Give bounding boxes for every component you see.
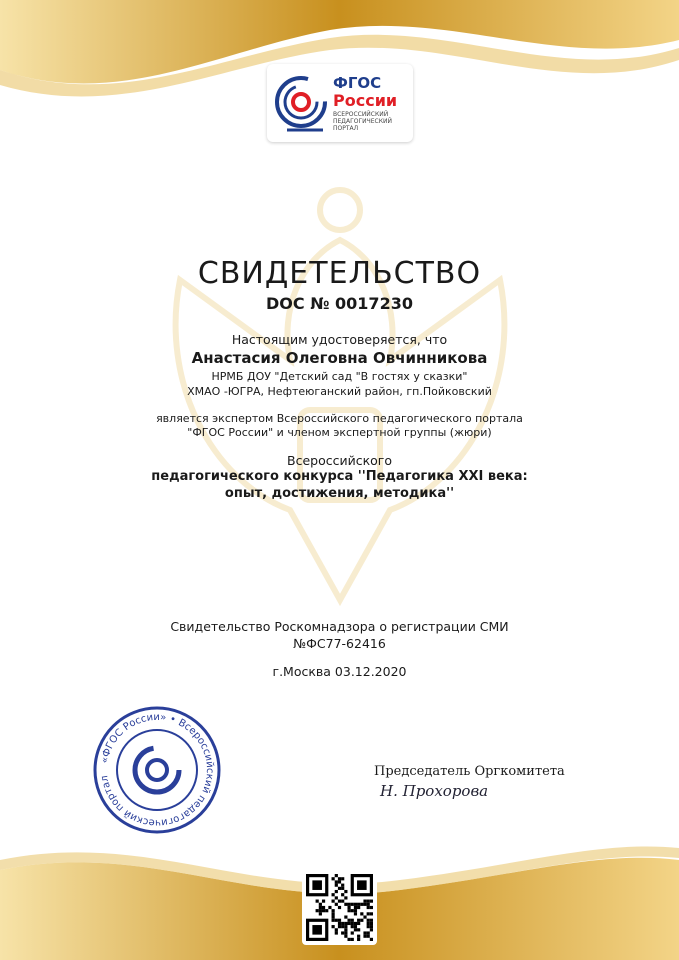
- role-line-2: "ФГОС России" и членом экспертной группы (жюри): [187, 426, 492, 439]
- logo-subtitle: ВСЕРОССИЙСКИЙ ПЕДАГОГИЧЕСКИЙ ПОРТАЛ: [333, 111, 392, 132]
- contest-prefix: Всероссийского: [287, 453, 392, 468]
- signature: Н. Прохорова: [380, 782, 489, 800]
- role-line-1: является экспертом Всероссийского педагогического портала: [156, 412, 523, 425]
- recipient-name: Анастасия Олеговна Овчинникова: [191, 349, 488, 367]
- registry-line-1: Свидетельство Роскомнадзора о регистрации СМИ: [170, 619, 509, 634]
- contest-line-1: педагогического конкурса ''Педагогика XXI века:: [151, 469, 528, 484]
- contest-line-2: опыт, достижения, методика'': [224, 486, 455, 501]
- qr-code-icon: [306, 874, 373, 941]
- registry-line-2: №ФС77-62416: [293, 636, 386, 651]
- organization-line-1: НРМБ ДОУ "Детский сад "В гостях у сказки": [211, 370, 468, 383]
- organization-line-2: ХМАО -ЮГРА, Нефтеюганский район, гп.Пойковский: [187, 385, 492, 398]
- logo-text-rossii: России: [333, 91, 398, 110]
- fgos-emblem-icon: [273, 70, 331, 136]
- fgos-logo: [267, 64, 413, 142]
- certificate-title: СВИДЕТЕЛЬСТВО: [197, 256, 482, 291]
- logo-text-fgos: ФГОС: [333, 74, 382, 92]
- signature-label: Председатель Оргкомитета: [374, 764, 565, 779]
- intro-text: Настоящим удостоверяется, что: [231, 332, 448, 347]
- stamp-text: «ФГОС России» • Всероссийский педагогический портал: [99, 711, 216, 829]
- document-number: DOC № 0017230: [266, 294, 413, 313]
- place-date: г.Москва 03.12.2020: [272, 664, 407, 679]
- qr-code: [302, 870, 377, 945]
- portal-stamp: [92, 705, 222, 835]
